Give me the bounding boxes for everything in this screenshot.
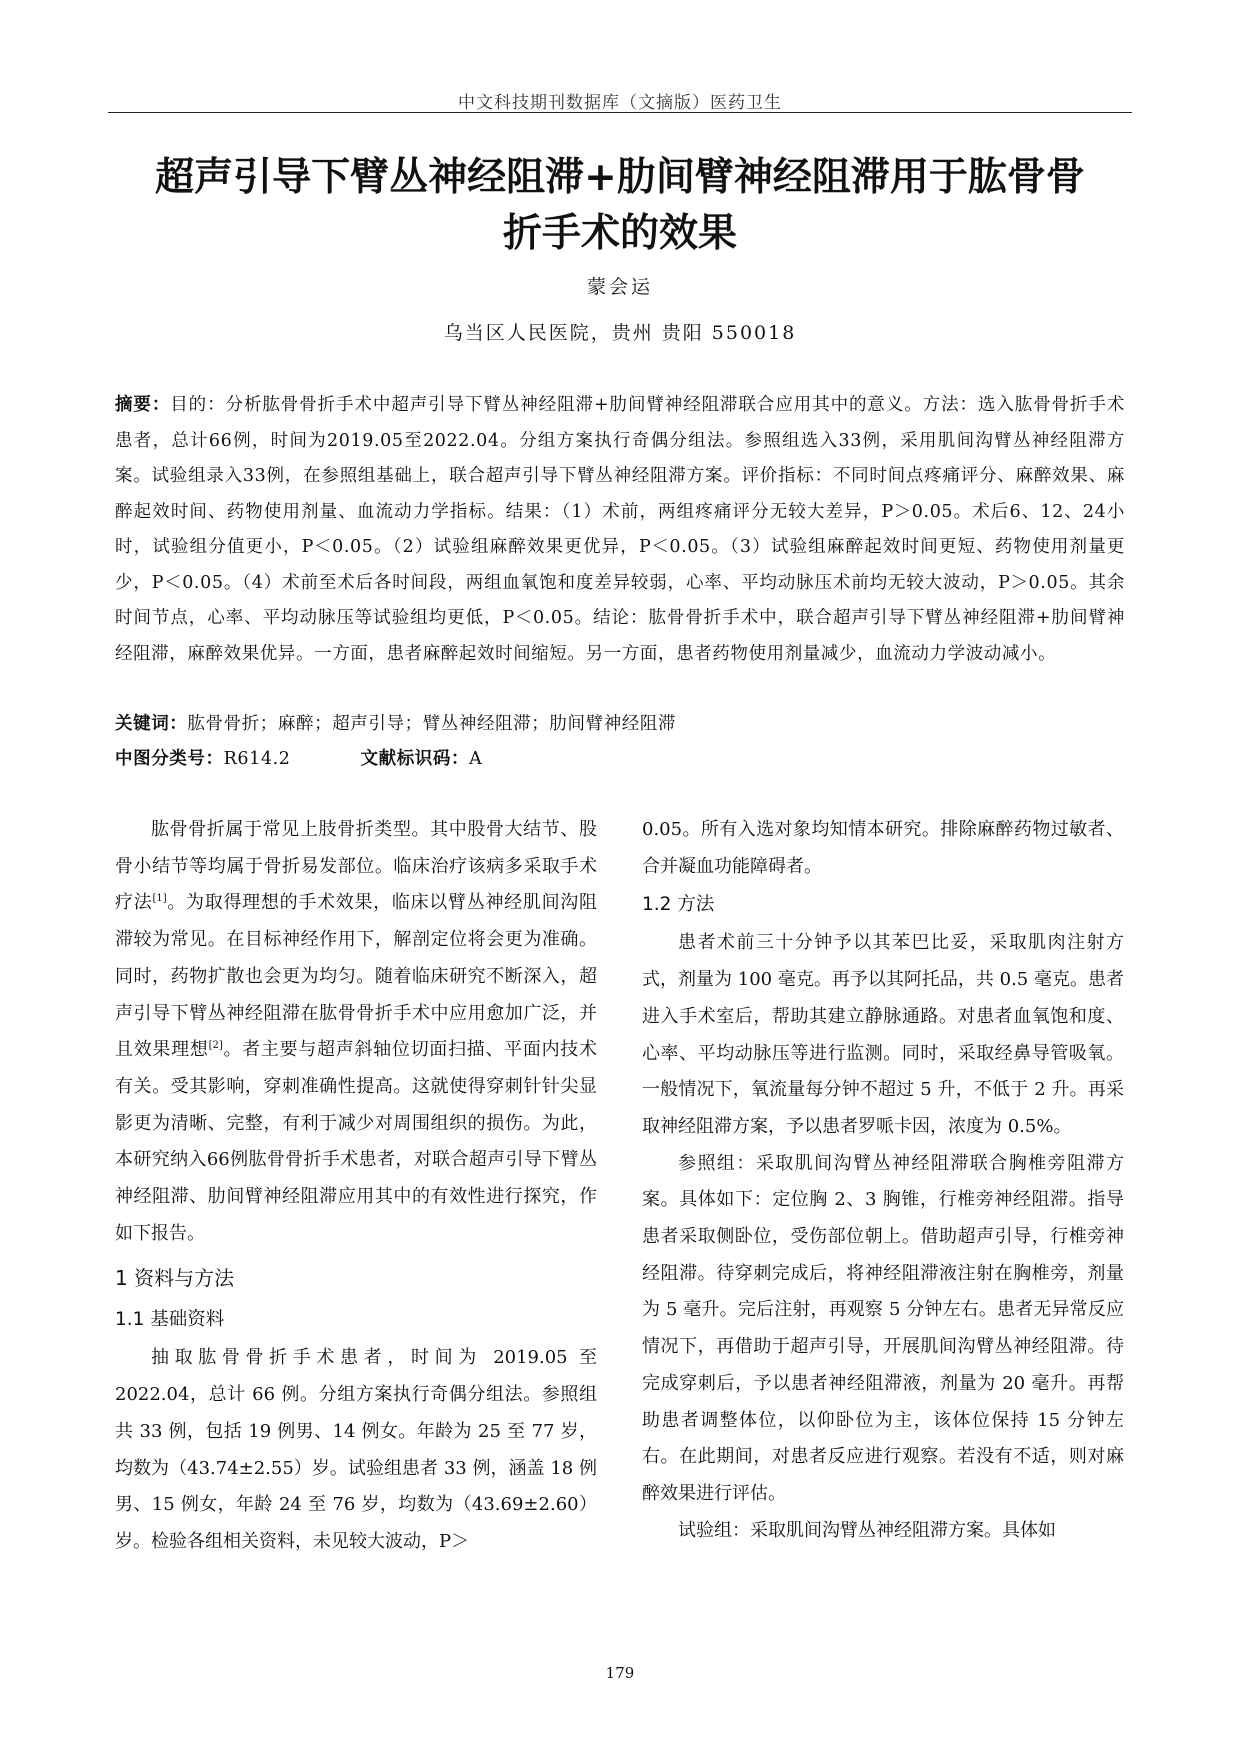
doc-code-value: A [469, 749, 483, 769]
classification [115, 745, 1125, 770]
abstract-label: 摘要： [115, 395, 171, 415]
section-heading-1-2: 1.2 方法 [642, 894, 715, 916]
intro-text-b: 。为取得理想的手术效果，临床以臂丛神经肌间沟阻滞较为常见。在目标神经作用下，解剖定位将会更为准确。同时，药物扩散也会更为均匀。随着临床研究不断深入，超声引导下臂丛神经阻滞在肱骨骨折手术中应用愈加广泛，并且效果理想 [115, 892, 598, 1061]
header-rule [108, 112, 1132, 113]
intro-text-c: 。者主要与超声斜轴位切面扫描、平面内技术有关。受其影响，穿刺准确性提高。这就使得穿刺针针尖显影更为清晰、完整，有利于减少对周围组织的损伤。为此，本研究纳入66例肱骨骨折手术患者，对联合超声引导下臂丛神经阻滞、肋间臂神经阻滞应用其中的有效性进行探究，作如下报告。 [115, 1039, 598, 1244]
section-heading-1: 1 资料与方法 [115, 1266, 235, 1291]
running-head: 中文科技期刊数据库（文摘版）医药卫生 [458, 93, 782, 113]
title-line-1: 超声引导下臂丛神经阻滞+肋间臂神经阻滞用于肱骨骨 [155, 155, 1085, 200]
title-line-2: 折手术的效果 [502, 211, 737, 256]
clc-value: R614.2 [223, 749, 291, 769]
continued-paragraph: 0.05。所有入选对象均知情本研究。排除麻醉药物过敏者、合并凝血功能障碍者。 [642, 819, 1124, 877]
citation-2: [2] [208, 1040, 223, 1052]
doc-code-label: 文献标识码： [360, 749, 470, 769]
right-column [642, 812, 1124, 1549]
intro-paragraph [115, 812, 597, 1252]
method-paragraph: 患者术前三十分钟予以其苯巴比妥，采取肌肉注射方式，剂量为 100 毫克。再予以其阿托品，共 0.5 毫克。患者进入手术室后，帮助其建立静脉通路。对患者血氧饱和度、心率、平均动脉压等进行监测。同时，采取经鼻导管吸氧。一般情况下，氧流量每分钟不超过 5 升，不低于 2 升。再采取神经阻滞方案，予以患者罗哌卡因，浓度为 0.5%。 [642, 932, 1124, 1137]
abstract [115, 388, 1125, 672]
clc-label: 中图分类号： [115, 749, 224, 769]
author: 蒙会运 [586, 276, 653, 298]
affiliation: 乌当区人民医院，贵州 贵阳 550018 [443, 322, 797, 344]
keywords-label: 关键词： [115, 714, 188, 734]
basic-data-paragraph: 抽取肱骨骨折手术患者，时间为 2019.05 至 2022.04，总计 66 例。分组方案执行奇偶分组法。参照组共 33 例，包括 19 例男、14 例女。年龄为 25 至 77 岁，均数为（43.74±2.55）岁。试验组患者 33 例，涵盖 18 例男、15 例女，年龄 24 至 76 岁，均数为（43.69±2.60）岁。检验各组相关资料，未见较大波动，P＞ [115, 1347, 597, 1552]
section-heading-1-1: 1.1 基础资料 [115, 1309, 225, 1331]
keywords [115, 710, 1125, 735]
page-number: 179 [605, 1664, 635, 1682]
intro-text-a: 肱骨骨折属于常见上肢骨折类型。其中股骨大结节、股骨小结节等均属于骨折易发部位。临床治疗该病多采取手术疗法 [115, 819, 597, 914]
abstract-text: 目的：分析肱骨骨折手术中超声引导下臂丛神经阻滞+肋间臂神经阻滞联合应用其中的意义。方法：选入肱骨骨折手术患者，总计66例，时间为2019.05至2022.04。分组方案执行奇偶分组法。参照组选入33例，采用肌间沟臂丛神经阻滞方案。试验组录入33例，在参照组基础上，联合超声引导下臂丛神经阻滞方案。评价指标：不同时间点疼痛评分、麻醉效果、麻醉起效时间、药物使用剂量、血流动力学指标。结果：（1）术前，两组疼痛评分无较大差异，P＞0.05。术后6、12、24小时，试验组分值更小，P＜0.05。（2）试验组麻醉效果更优异，P＜0.05。（3）试验组麻醉起效时间更短、药物使用剂量更少，P＜0.05。（4）术前至术后各时间段，两组血氧饱和度差异较弱，心率、平均动脉压术前均无较大波动，P＞0.05。其余时间节点，心率、平均动脉压等试验组均更低，P＜0.05。结论：肱骨骨折手术中，联合超声引导下臂丛神经阻滞+肋间臂神经阻滞，麻醉效果优异。一方面，患者麻醉起效时间缩短。另一方面，患者药物使用剂量减少，血流动力学波动减小。 [115, 395, 1125, 664]
citation-1: [1] [152, 893, 167, 905]
reference-group-paragraph: 参照组：采取肌间沟臂丛神经阻滞联合胸椎旁阻滞方案。具体如下：定位胸 2、3 胸锥，行椎旁神经阻滞。指导患者采取侧卧位，受伤部位朝上。借助超声引导，行椎旁神经阻滞。待穿刺完成后，将神经阻滞液注射在胸椎旁，剂量为 5 毫升。完后注射，再观察 5 分钟左右。患者无异常反应情况下，再借助于超声引导，开展肌间沟臂丛神经阻滞。待完成穿刺后，予以患者神经阻滞液，剂量为 20 毫升。再帮助患者调整体位，以仰卧位为主，该体位保持 15 分钟左右。在此期间，对患者反应进行观察。若没有不适，则对麻醉效果进行评估。 [642, 1152, 1124, 1504]
left-column [115, 812, 597, 1561]
paper-title [108, 150, 1132, 262]
test-group-paragraph: 试验组：采取肌间沟臂丛神经阻滞方案。具体如 [678, 1519, 1056, 1541]
keywords-text: 肱骨骨折；麻醉；超声引导；臂丛神经阻滞；肋间臂神经阻滞 [187, 714, 677, 734]
